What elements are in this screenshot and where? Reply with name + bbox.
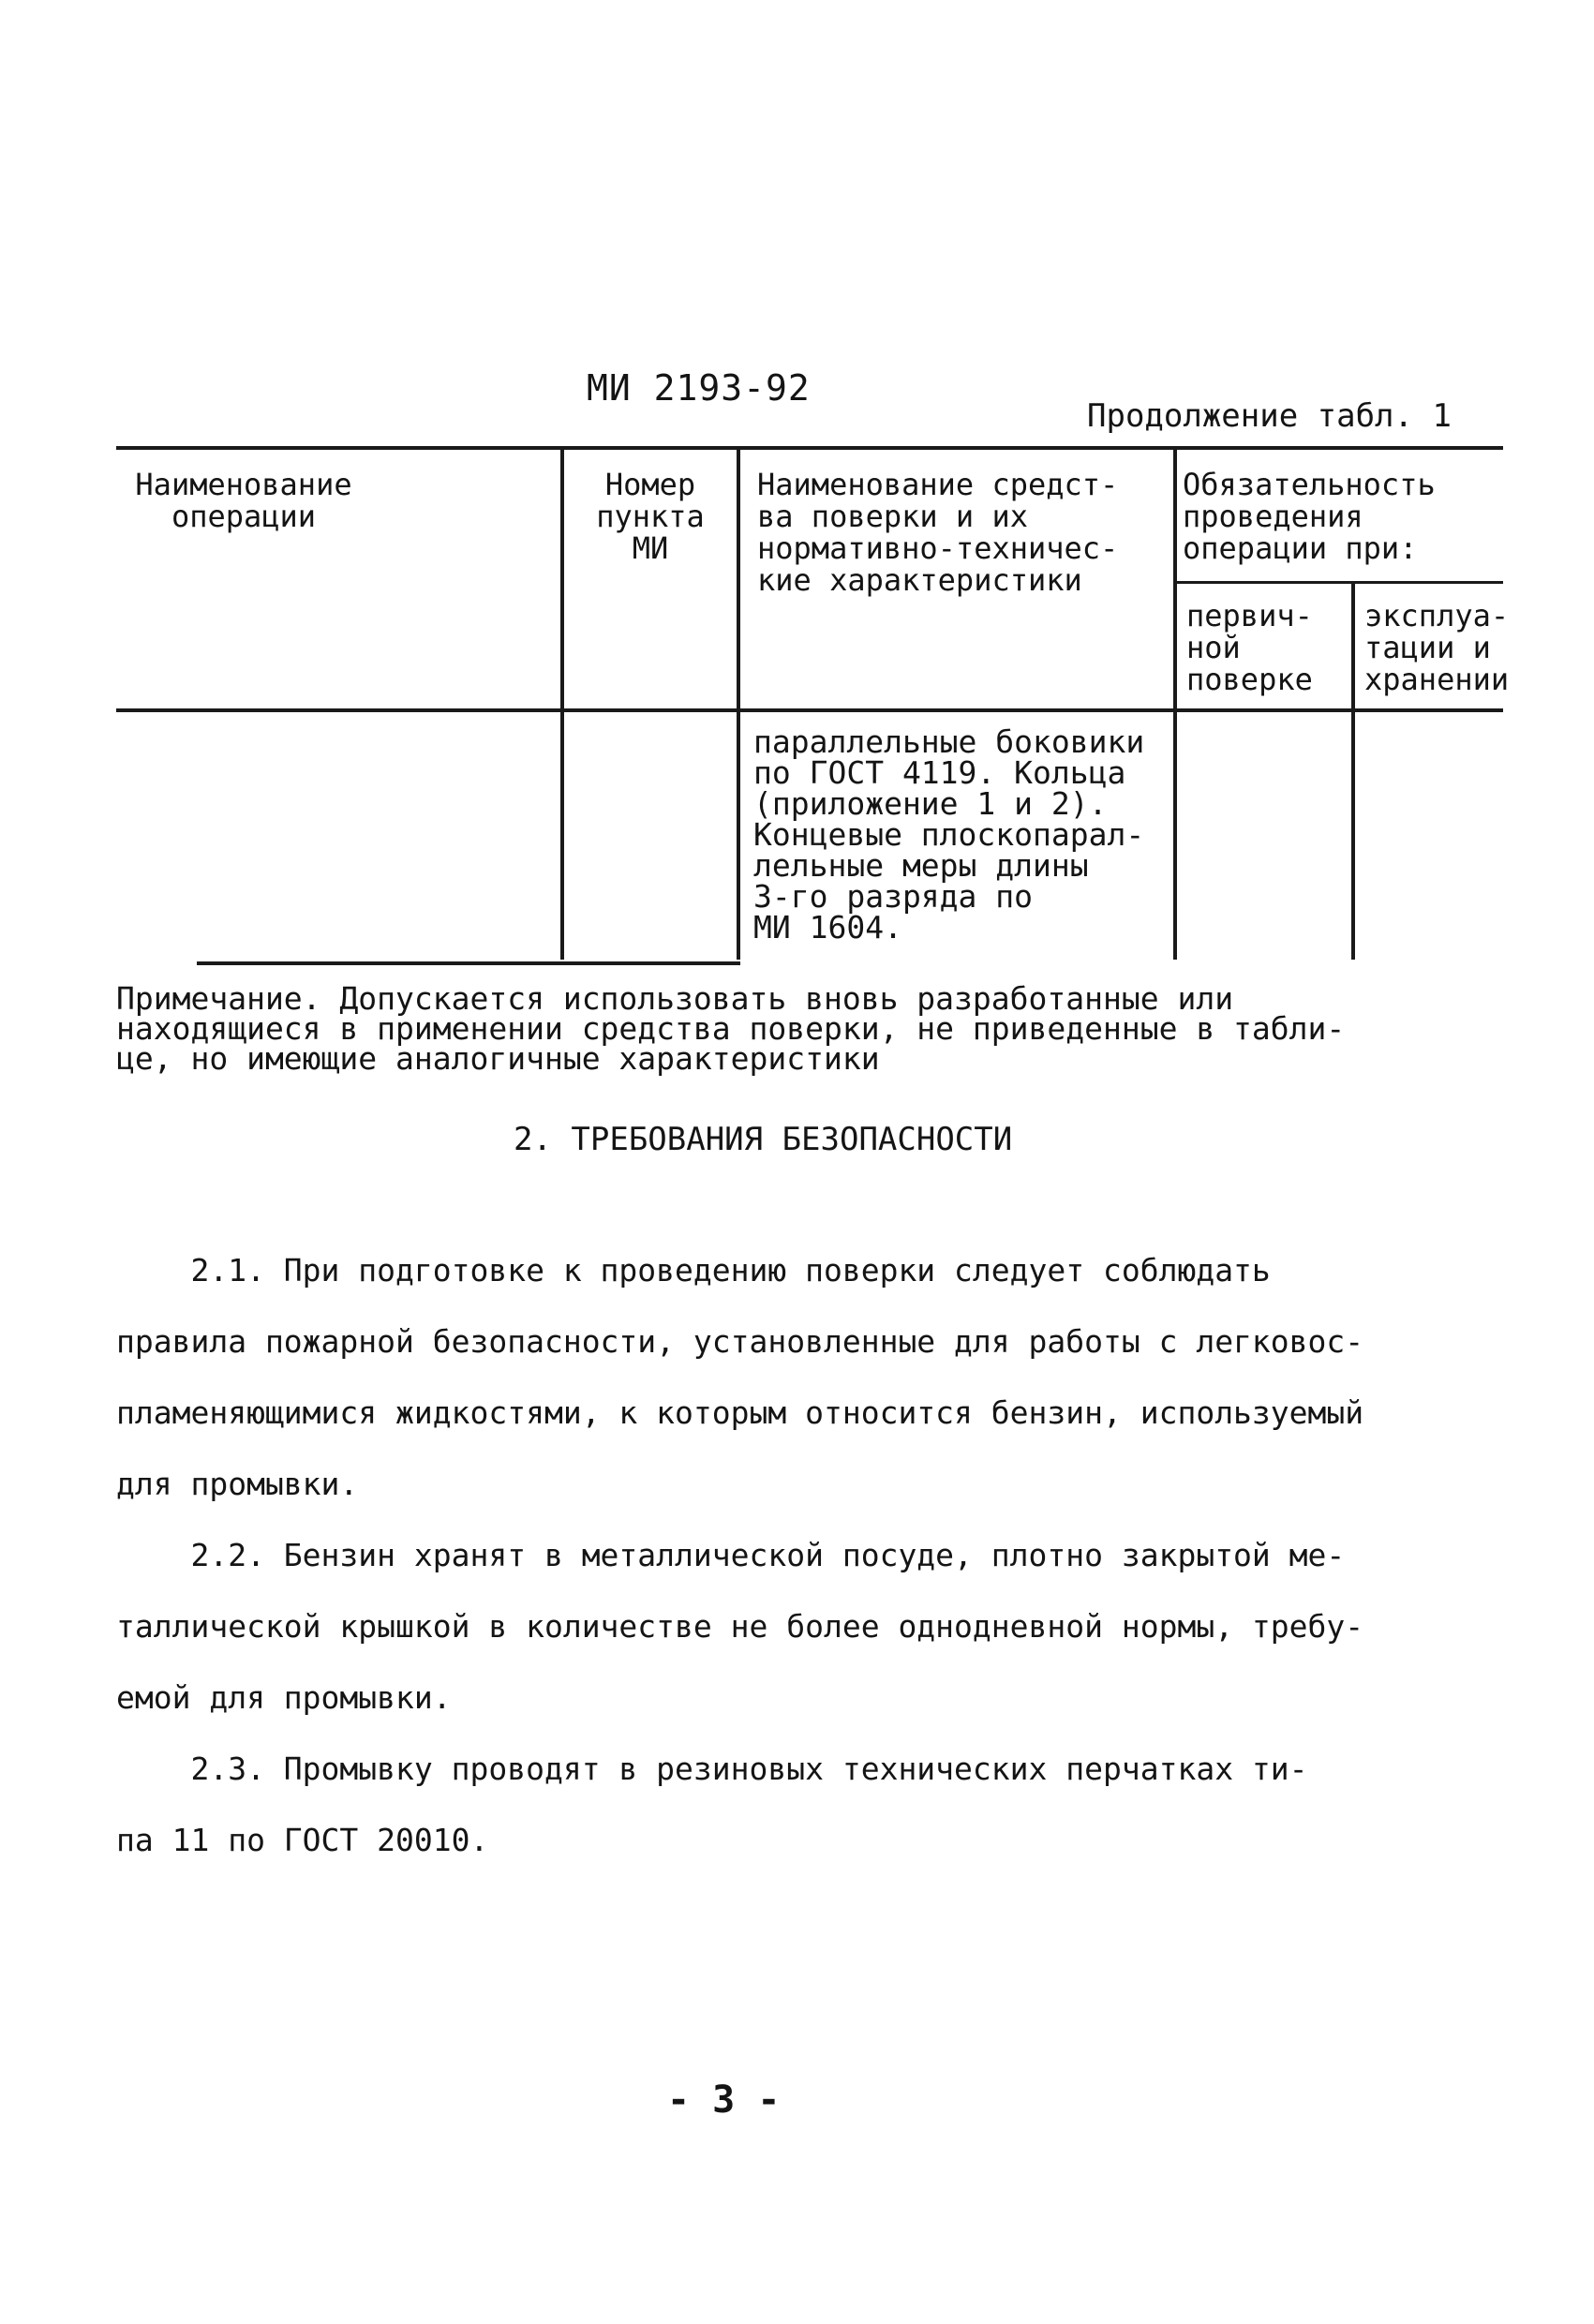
column-header-means: Наименование средст- ва поверки и их нормативно-техничес- кие характеристики bbox=[757, 467, 1119, 598]
table-continuation-label: Продолжение табл. 1 bbox=[1087, 397, 1452, 435]
table-col-divider-4 bbox=[1351, 583, 1355, 960]
table-top-rule bbox=[116, 446, 1503, 450]
column-header-operation-storage: эксплуа- тации и хранении bbox=[1364, 598, 1510, 697]
paragraph-2-1: 2.1. При подготовке к проведению поверки следует соблюдать правила пожарной безопасности, установленные для работы с легковос- пламеняющимися жидкостями, к которым относится бензин, используемый для промывки. bbox=[116, 1252, 1364, 1502]
table-obligation-subrule bbox=[1177, 581, 1503, 584]
column-header-obligation: Обязательность проведения операции при: bbox=[1183, 467, 1436, 566]
table-col-divider-1 bbox=[560, 446, 564, 960]
document-code: МИ 2193-92 bbox=[587, 367, 811, 409]
paragraph-2-2: 2.2. Бензин хранят в металлической посуде, плотно закрытой ме- таллической крышкой в количестве не более однодневной нормы, требу- емой для промывки. bbox=[116, 1537, 1364, 1716]
page-number: - 3 - bbox=[667, 2078, 781, 2122]
table-col-divider-2 bbox=[737, 446, 740, 960]
column-header-operation: Наименование операции bbox=[135, 467, 352, 534]
section-title: 2. ТРЕБОВАНИЯ БЕЗОПАСНОСТИ bbox=[514, 1121, 1013, 1158]
paragraph-2-3: 2.3. Промывку проводят в резиновых технических перчатках ти- па 11 по ГОСТ 20010. bbox=[116, 1750, 1308, 1858]
table-col-divider-3 bbox=[1173, 446, 1177, 960]
column-header-primary: первич- ной поверке bbox=[1186, 598, 1313, 697]
table-bottom-rule bbox=[197, 961, 740, 965]
table-cell-means: параллельные боковики по ГОСТ 4119. Кольца (приложение 1 и 2). Концевые плоскопарал- лельные меры длины 3-го разряда по МИ 1604. bbox=[753, 723, 1145, 946]
table-header-rule bbox=[116, 708, 1503, 712]
table-note: Примечание. Допускается использовать вновь разработанные или находящиеся в применении средства поверки, не приведенные в табли- це, но имеющие аналогичные характеристики bbox=[116, 980, 1346, 1077]
column-header-clause-number: Номер пункта МИ bbox=[596, 467, 705, 566]
